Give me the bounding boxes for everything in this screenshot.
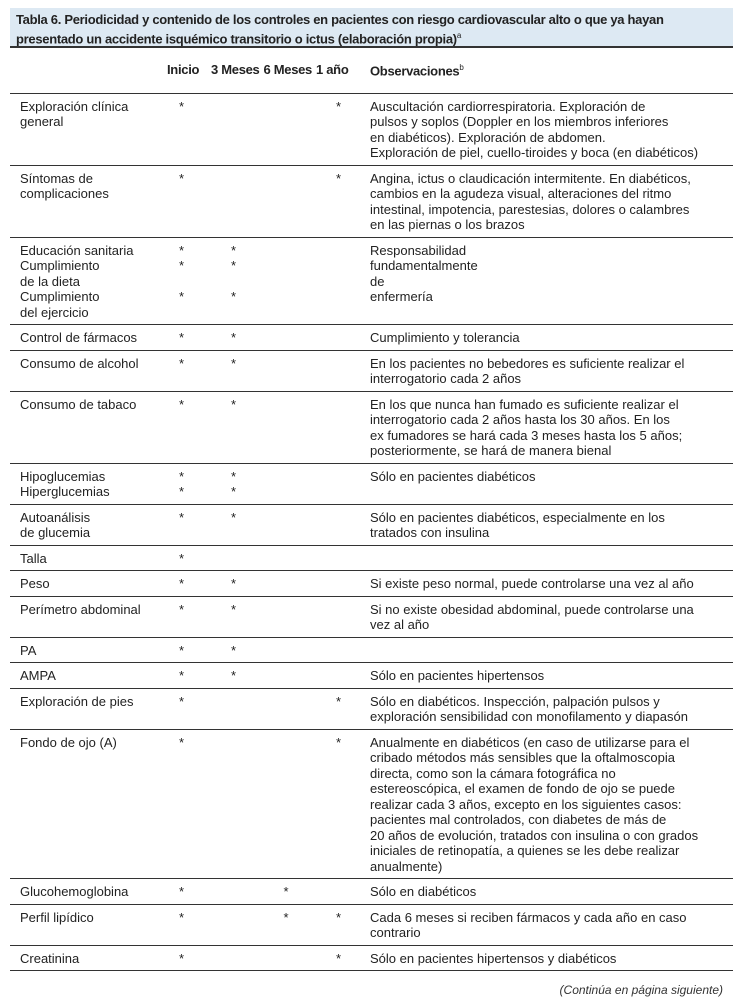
mark-cell-inicio [155,391,207,463]
observation-cell: Si no existe obesidad abdominal, puede controlarse una vez al año [364,596,733,637]
observation-cell [364,637,733,663]
asterisk-mark [336,243,364,259]
mark-cell-inicio [155,729,207,879]
row-label [10,637,155,663]
observation-cell: Sólo en pacientes diabéticos, especialmente en los tratados con insulina [364,504,733,545]
mark-cell-3-meses [207,596,260,637]
mark-cell-3-meses [207,729,260,879]
observation-cell: En los que nunca han fumado es suficiente realizar el interrogatorio cada 2 años hasta los 30 años. En los ex fumadores se hará cada 3 meses hasta los 5 años; posteriormente, se hará de manera bienal [364,391,733,463]
asterisk-mark: * [179,576,185,592]
mark-cell-3-meses [207,463,260,504]
mark-cell-3-meses [207,879,260,905]
mark-cell-inicio [155,504,207,545]
table-row [10,571,733,597]
asterisk-mark: * [336,98,342,114]
table-row [10,904,733,945]
row-label-item: Educación sanitaria [20,242,134,258]
row-label [10,904,155,945]
table-row [10,237,733,325]
row-label-item: Consumo de tabaco [20,396,137,412]
row-label-item: Control de fármacos [20,330,138,346]
mark-cell-3-meses [207,165,260,237]
asterisk-mark [336,356,364,372]
mark-cell-inicio [155,165,207,237]
asterisk-mark: * [179,289,185,305]
mark-cell-1-ano [312,945,364,971]
asterisk-mark [284,643,313,659]
row-label [10,688,155,729]
mark-cell-3-meses [207,904,260,945]
mark-cell-6-meses [260,904,313,945]
row-label-item: Hiperglucemias [20,484,110,500]
row-label [10,945,155,971]
asterisk-mark [231,551,260,567]
mark-cell-6-meses [260,879,313,905]
asterisk-mark: * [179,242,185,258]
table-caption [10,8,733,48]
row-label-item: Creatinina [20,950,80,966]
row-label-item: Perímetro abdominal [20,601,141,617]
asterisk-mark: * [179,355,185,371]
mark-cell-3-meses [207,688,260,729]
asterisk-mark: * [283,909,289,925]
asterisk-mark [284,951,313,967]
asterisk-mark [336,258,364,289]
mark-cell-inicio [155,688,207,729]
mark-cell-6-meses [260,504,313,545]
mark-cell-6-meses [260,237,313,325]
observation-cell: Auscultación cardiorrespiratoria. Exploración de pulsos y soplos (Doppler en los miembros inferiores en diabéticos). Exploración de abdomen. Exploración de piel, cuello-tiroides y boca (en diabéticos) [364,93,733,165]
header-6-meses: 6 Meses [260,56,313,93]
asterisk-mark [336,884,364,900]
mark-cell-1-ano [312,504,364,545]
row-label-item: Perfil lipídico [20,909,94,925]
asterisk-mark [284,397,313,413]
mark-cell-6-meses [260,545,313,571]
mark-cell-3-meses [207,350,260,391]
header-1-ano: 1 año [312,56,364,93]
caption-text: Tabla 6. Periodicidad y contenido de los controles en pacientes con riesgo cardiovascular alto o que ya hayan presentado un accidente isquémico transitorio o ictus (elaboración propia) [16,12,664,47]
asterisk-mark: * [283,884,289,900]
asterisk-mark: * [179,330,185,346]
table-row [10,325,733,351]
asterisk-mark [336,668,364,684]
mark-cell-6-meses [260,165,313,237]
asterisk-mark [284,289,313,320]
asterisk-mark [231,171,260,202]
mark-cell-1-ano [312,391,364,463]
asterisk-mark: * [179,909,185,925]
asterisk-mark: * [231,509,237,525]
row-label-item: AMPA [20,668,56,684]
table-row [10,688,733,729]
mark-cell-1-ano [312,463,364,504]
observation-cell: En los pacientes no bebedores es suficiente realizar el interrogatorio cada 2 años [364,350,733,391]
table-row [10,165,733,237]
table-row [10,545,733,571]
mark-cell-inicio [155,93,207,165]
mark-cell-1-ano [312,596,364,637]
mark-cell-1-ano [312,904,364,945]
mark-cell-6-meses [260,596,313,637]
asterisk-mark [284,243,313,259]
asterisk-mark [284,484,313,500]
mark-cell-inicio [155,637,207,663]
mark-cell-6-meses [260,391,313,463]
continuation-note: (Continúa en página siguiente) [559,983,723,997]
row-label-item: Consumo de alcohol [20,355,139,371]
asterisk-mark [284,330,313,346]
asterisk-mark: * [231,355,237,371]
row-label-item: Glucohemoglobina [20,884,129,900]
observation-cell: Sólo en pacientes hipertensos y diabéticos [364,945,733,971]
row-label-item: PA [20,642,37,658]
row-label-item: Exploración de pies [20,693,134,709]
row-label-item: Fondo de ojo (A) [20,734,117,750]
table-row [10,663,733,689]
asterisk-mark: * [179,668,185,684]
asterisk-mark: * [231,468,237,484]
asterisk-mark: * [179,396,185,412]
asterisk-mark [336,484,364,500]
asterisk-mark [284,99,313,130]
row-label [10,325,155,351]
asterisk-mark: * [336,693,342,709]
mark-cell-inicio [155,463,207,504]
asterisk-mark [231,884,260,900]
asterisk-mark: * [179,98,185,114]
row-label [10,545,155,571]
mark-cell-3-meses [207,571,260,597]
mark-cell-6-meses [260,688,313,729]
mark-cell-6-meses [260,93,313,165]
mark-cell-6-meses [260,325,313,351]
asterisk-mark [284,469,313,485]
mark-cell-1-ano [312,165,364,237]
observaciones-footnote-mark: b [459,63,464,72]
asterisk-mark: * [231,258,237,274]
mark-cell-inicio [155,237,207,325]
asterisk-mark [284,602,313,618]
mark-cell-3-meses [207,545,260,571]
asterisk-mark [284,694,313,710]
row-label [10,663,155,689]
row-label [10,729,155,879]
row-label-item: Peso [20,576,50,592]
asterisk-mark [284,735,313,751]
asterisk-mark: * [336,170,342,186]
mark-cell-1-ano [312,879,364,905]
asterisk-mark [231,735,260,751]
asterisk-mark [284,668,313,684]
asterisk-mark [336,330,364,346]
mark-cell-1-ano [312,688,364,729]
mark-cell-inicio [155,945,207,971]
table-row [10,350,733,391]
asterisk-mark: * [336,950,342,966]
asterisk-mark [336,602,364,618]
mark-cell-1-ano [312,571,364,597]
asterisk-mark: * [231,289,237,305]
header-inicio: Inicio [155,56,207,93]
mark-cell-inicio [155,904,207,945]
asterisk-mark [231,99,260,130]
asterisk-mark: * [231,484,237,500]
asterisk-mark [336,397,364,413]
row-label-item: Cumplimiento de la dieta [20,258,100,289]
asterisk-mark: * [179,170,185,186]
asterisk-mark [336,469,364,485]
row-label [10,463,155,504]
table-row [10,637,733,663]
asterisk-mark [284,576,313,592]
row-label [10,350,155,391]
row-label-item: Hipoglucemias [20,468,106,484]
observation-cell: Cada 6 meses si reciben fármacos y cada año en caso contrario [364,904,733,945]
asterisk-mark: * [336,734,342,750]
asterisk-mark: * [179,950,185,966]
asterisk-mark [231,694,260,710]
asterisk-mark: * [231,601,237,617]
table-row [10,391,733,463]
asterisk-mark [284,551,313,567]
table-row [10,463,733,504]
asterisk-mark: * [231,330,237,346]
row-label-item: Cumplimiento del ejercicio [20,289,100,320]
observation-cell: Anualmente en diabéticos (en caso de utilizarse para el cribado métodos más sensibles que la oftalmoscopia directa, como son la cámara fotográfica no estereoscópica, el examen de fondo de ojo se puede realizar cada 3 años, excepto en los siguientes casos: pacientes mal controlados, con diabetes de más de 20 años de evolución, tratados con insulina o con grados iniciales de retinopatía, a quienes se les debe realizar anualmente) [364,729,733,879]
asterisk-mark [336,289,364,320]
asterisk-mark: * [179,468,185,484]
mark-cell-3-meses [207,237,260,325]
observation-cell: Responsabilidad fundamentalmente de enfermería [364,237,733,325]
row-label-item: Talla [20,550,47,566]
table-row [10,596,733,637]
header-3-meses: 3 Meses [207,56,260,93]
mark-cell-inicio [155,325,207,351]
asterisk-mark [284,356,313,372]
mark-cell-3-meses [207,325,260,351]
asterisk-mark [284,171,313,202]
observation-cell: Sólo en diabéticos [364,879,733,905]
asterisk-mark: * [179,601,185,617]
observation-cell: Sólo en pacientes diabéticos [364,463,733,504]
mark-cell-1-ano [312,637,364,663]
observation-cell: Cumplimiento y tolerancia [364,325,733,351]
asterisk-mark [336,576,364,592]
mark-cell-6-meses [260,729,313,879]
row-label [10,596,155,637]
asterisk-mark [284,258,313,289]
table-row [10,504,733,545]
row-label [10,165,155,237]
row-label-item: Síntomas de complicaciones [20,170,109,202]
mark-cell-inicio [155,350,207,391]
row-label [10,504,155,545]
asterisk-mark: * [179,734,185,750]
row-label [10,879,155,905]
observation-cell: Sólo en pacientes hipertensos [364,663,733,689]
asterisk-mark [336,551,364,567]
asterisk-mark: * [179,884,185,900]
mark-cell-6-meses [260,571,313,597]
row-label-item: Autoanálisis de glucemia [20,509,91,541]
asterisk-mark: * [179,693,185,709]
mark-cell-inicio [155,596,207,637]
asterisk-mark: * [179,258,185,274]
mark-cell-6-meses [260,945,313,971]
mark-cell-inicio [155,663,207,689]
header-row [10,56,733,93]
row-label [10,237,155,325]
table-row [10,729,733,879]
mark-cell-6-meses [260,663,313,689]
mark-cell-1-ano [312,237,364,325]
asterisk-mark: * [179,484,185,500]
mark-cell-1-ano [312,663,364,689]
header-observaciones [364,56,733,93]
mark-cell-1-ano [312,93,364,165]
row-label-item: Exploración clínica general [20,98,129,130]
asterisk-mark: * [231,668,237,684]
mark-cell-6-meses [260,463,313,504]
asterisk-mark [336,510,364,541]
row-label [10,93,155,165]
asterisk-mark: * [336,909,342,925]
table-row [10,945,733,971]
mark-cell-inicio [155,545,207,571]
mark-cell-inicio [155,879,207,905]
observation-cell: Si existe peso normal, puede controlarse una vez al año [364,571,733,597]
asterisk-mark: * [231,642,237,658]
table-row [10,879,733,905]
mark-cell-3-meses [207,637,260,663]
table-row [10,93,733,165]
asterisk-mark: * [231,576,237,592]
mark-cell-1-ano [312,545,364,571]
mark-cell-6-meses [260,350,313,391]
observation-cell: Angina, ictus o claudicación intermitente. En diabéticos, cambios en la agudeza visual, alteraciones del ritmo intestinal, impotencia, parestesias, dolores o calambres en las piernas o los brazos [364,165,733,237]
observaciones-label: Observaciones [370,63,460,79]
asterisk-mark [284,510,313,541]
observation-cell: Sólo en diabéticos. Inspección, palpación pulsos y exploración sensibilidad con monofilamento y diapasón [364,688,733,729]
asterisk-mark [336,643,364,659]
mark-cell-3-meses [207,663,260,689]
asterisk-mark: * [179,509,185,525]
asterisk-mark [231,910,260,926]
asterisk-mark: * [179,642,185,658]
mark-cell-1-ano [312,729,364,879]
asterisk-mark [231,951,260,967]
mark-cell-inicio [155,571,207,597]
mark-cell-3-meses [207,504,260,545]
observation-cell [364,545,733,571]
mark-cell-3-meses [207,945,260,971]
mark-cell-1-ano [312,350,364,391]
mark-cell-3-meses [207,391,260,463]
row-label [10,391,155,463]
row-label [10,571,155,597]
asterisk-mark: * [231,242,237,258]
header-blank [10,56,155,93]
asterisk-mark: * [231,396,237,412]
asterisk-mark: * [179,550,185,566]
mark-cell-1-ano [312,325,364,351]
caption-footnote-mark: a [456,31,461,40]
controls-table [10,56,733,971]
mark-cell-3-meses [207,93,260,165]
mark-cell-6-meses [260,637,313,663]
